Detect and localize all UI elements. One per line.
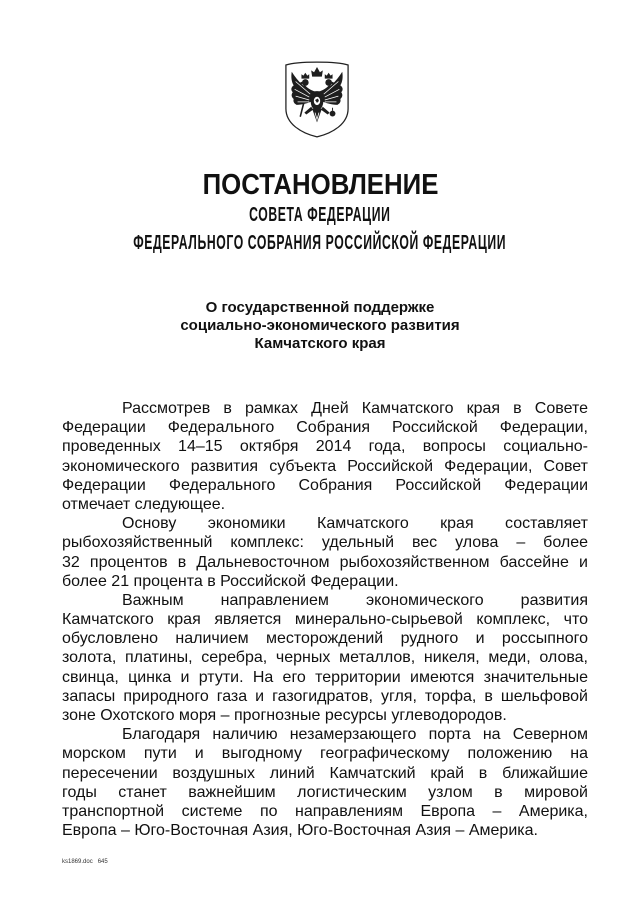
coat-of-arms-icon	[283, 58, 351, 140]
body-line: зоне Охотского моря – прогнозные ресурсы углеводородов.	[62, 707, 507, 724]
body-paragraph	[62, 399, 588, 514]
body-line: Европа – Юго-Восточная Азия, Юго-Восточная Азия – Америка.	[62, 822, 538, 840]
body-line: свинца, цинка и ртути. На его территории имеются значительные	[62, 668, 588, 686]
document-subject	[0, 299, 640, 353]
body-line: морском пути и выгодному географическому положению на	[62, 745, 588, 763]
body-line: Основу экономики Камчатского края составляет	[122, 515, 588, 533]
subject-line: Камчатского края	[254, 335, 386, 352]
body-line: более 21 процента в Российской Федерации.	[62, 572, 399, 590]
issuer-line-2	[0, 232, 640, 254]
file-reference: ks1869.doc	[62, 859, 93, 865]
body-line: Благодаря наличию незамерзающего порта на Северном	[122, 726, 588, 744]
body-line: запасы природного газа и газогидратов, угля, торфа, в шельфовой	[62, 687, 588, 705]
body-line: экономического развития субъекта Российской Федерации, Совет	[62, 457, 588, 475]
issuer-line-2-text: ФЕДЕРАЛЬНОГО СОБРАНИЯ РОССИЙСКОЙ ФЕДЕРАЦИИ	[133, 232, 507, 254]
document-body	[62, 399, 588, 840]
page-code: 645	[97, 859, 108, 865]
body-line: транспортной системе по направлениям Европа – Америка,	[62, 802, 588, 820]
body-line: Рассмотрев в рамках Дней Камчатского края в Совете	[122, 400, 588, 417]
body-line: рыбохозяйственный комплекс: удельный вес улова – более	[62, 534, 588, 552]
body-line: 32 процентов в Дальневосточном рыбохозяйственном бассейне и	[62, 553, 588, 571]
body-line: пересечении воздушных линий Камчатский край в ближайшие	[62, 764, 588, 782]
body-paragraph	[62, 725, 588, 840]
body-line: Федерации Федерального Собрания Российской Федерации,	[62, 419, 588, 437]
body-line: Федерации Федерального Собрания Российской Федерации	[62, 476, 588, 494]
subject-line: О государственной поддержке	[205, 299, 435, 316]
body-paragraph	[62, 514, 588, 591]
issuer-line-1-text: СОВЕТА ФЕДЕРАЦИИ	[249, 204, 391, 226]
body-paragraph	[62, 591, 588, 725]
document-footer	[62, 858, 108, 866]
subject-line: социально-экономического развития	[180, 317, 460, 334]
document-title	[0, 169, 640, 201]
issuer-line-1	[0, 204, 640, 226]
body-line: Важным направлением экономического развития	[122, 591, 588, 609]
body-line: обусловлено наличием месторождений рудного и россыпного	[62, 630, 588, 648]
document-title-text: ПОСТАНОВЛЕНИЕ	[202, 169, 438, 201]
body-line: проведенных 14–15 октября 2014 года, вопросы социально-	[62, 438, 588, 456]
body-line: отмечает следующее.	[62, 495, 226, 513]
body-line: годы станет важнейшим логистическим узлом в мировой	[62, 783, 588, 801]
body-line: золота, платины, серебра, черных металлов, никеля, меди, олова,	[62, 649, 588, 667]
body-line: Камчатского края является минерально-сырьевой комплекс, что	[62, 611, 588, 629]
